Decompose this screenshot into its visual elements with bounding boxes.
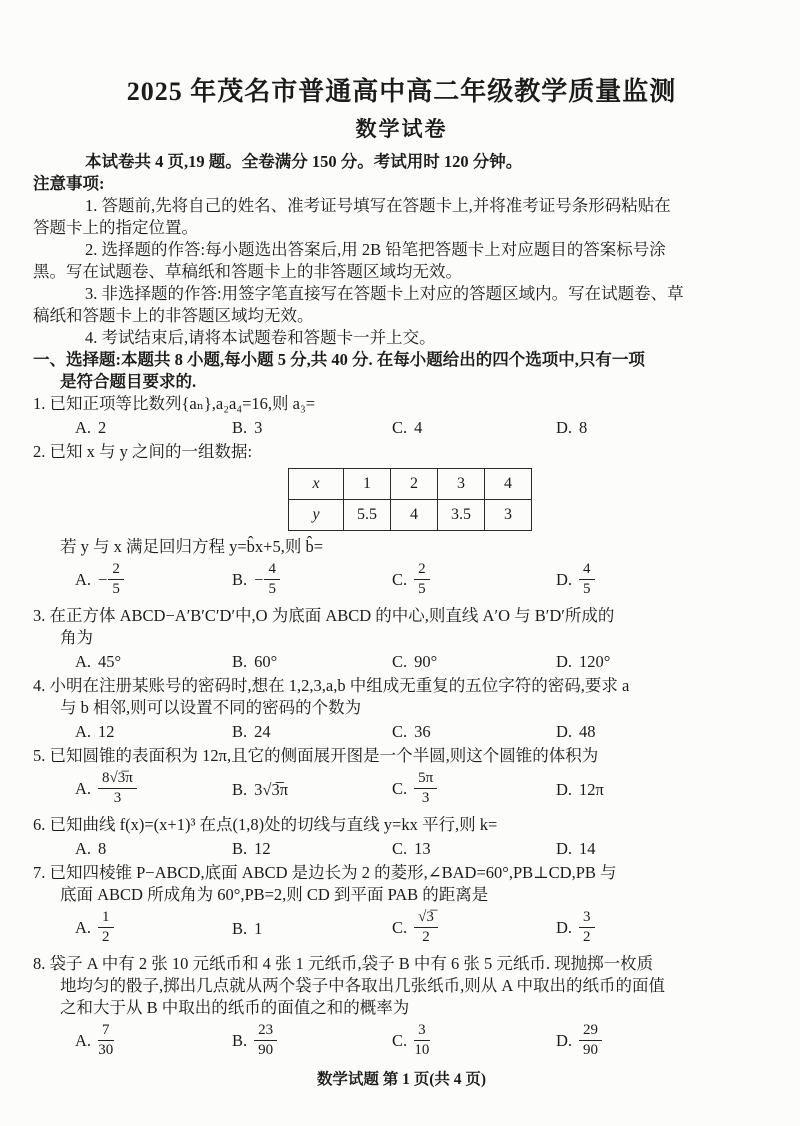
- fraction-denominator: 90: [258, 1041, 274, 1058]
- fraction-numerator: 29: [579, 1022, 602, 1041]
- option-c: [392, 722, 556, 742]
- option-label: C.: [392, 1030, 408, 1050]
- options-row: [33, 559, 770, 603]
- table-cell: 4: [485, 469, 532, 500]
- notice-line: 答题卡上的指定位置。: [33, 218, 198, 237]
- notice-line: 稿纸和答题卡上的非答题区域均无效。: [33, 306, 314, 325]
- table-cell: 3: [438, 469, 485, 500]
- options-row: [33, 837, 770, 860]
- option-a: [75, 418, 232, 438]
- option-value: 36: [414, 721, 431, 741]
- fraction-numerator: 2: [414, 561, 430, 580]
- option-label: B.: [232, 919, 248, 938]
- option-label: D.: [556, 721, 573, 741]
- option-d: [556, 722, 770, 742]
- option-value: 8: [98, 838, 107, 858]
- option-c: [392, 908, 556, 948]
- option-label: C.: [392, 778, 408, 798]
- table-cell: y: [289, 500, 344, 531]
- exam-info-line: 本试卷共 4 页,19 题。全卷满分 150 分。考试用时 120 分钟。: [85, 152, 523, 171]
- options-row: [33, 768, 770, 812]
- option-label: C.: [392, 721, 408, 741]
- question-2: [33, 441, 770, 603]
- fraction: [414, 909, 438, 946]
- fraction-denominator: 2: [583, 928, 591, 945]
- question-text: 底面 ABCD 所成角为 60°,PB=2,则 CD 到平面 PAB 的距离是: [60, 885, 489, 904]
- table-cell: 3: [485, 500, 532, 531]
- exam-subtitle: 数学试卷: [355, 117, 448, 141]
- option-value: 14: [579, 838, 596, 858]
- option-value: 3√3̅π: [254, 780, 289, 799]
- question-text: 8. 袋子 A 中有 2 张 10 元纸币和 4 张 1 元纸币,袋子 B 中有 6 张 5 元纸币. 现抛掷一枚质: [33, 954, 654, 973]
- option-value: 12: [254, 838, 271, 858]
- fraction-denominator: 5: [268, 580, 276, 597]
- q2-data-table: [288, 468, 532, 531]
- question-text: 3. 在正方体 ABCD−A′B′C′D′中,O 为底面 ABCD 的中心,则直线 A′O 与 B′D′所成的: [33, 606, 615, 625]
- option-label: D.: [556, 1030, 573, 1050]
- table-cell: 5.5: [344, 500, 391, 531]
- fraction: [254, 1022, 277, 1059]
- question-5: [33, 745, 770, 812]
- option-d: [556, 560, 770, 600]
- option-value: 12π: [579, 780, 604, 799]
- option-value: 60°: [254, 651, 278, 671]
- option-b: [232, 418, 392, 438]
- fraction: [108, 561, 124, 598]
- option-b: [232, 919, 392, 939]
- option-label: D.: [556, 569, 573, 589]
- section-choice-heading: [33, 349, 770, 393]
- option-label: B.: [232, 838, 248, 858]
- option-b: [232, 780, 392, 800]
- option-a: [75, 560, 232, 600]
- fraction-numerator: 23: [254, 1022, 277, 1041]
- question-8: [33, 953, 770, 1064]
- notice-line: 黑。写在试题卷、草稿纸和答题卡上的非答题区域均无效。: [33, 262, 462, 281]
- notice-line: 1. 答题前,先将自己的姓名、准考证号填写在答题卡上,并将准考证号条形码粘贴在: [85, 196, 671, 215]
- question-text: 地均匀的骰子,掷出几点就从两个袋子中各取出几张纸币,则从 A 中取出的纸币的面值: [60, 976, 666, 995]
- option-label: B.: [232, 417, 248, 437]
- fraction-denominator: 10: [414, 1041, 430, 1058]
- notice-section: [33, 173, 770, 349]
- fraction-numerator: 2: [108, 561, 124, 580]
- question-1: [33, 393, 770, 439]
- fraction: [98, 909, 114, 946]
- fraction-numerator: 4: [264, 561, 280, 580]
- option-d: [556, 418, 770, 438]
- fraction-numerator: 5π: [414, 770, 437, 789]
- fraction-denominator: 3: [421, 789, 430, 806]
- option-b: [232, 560, 392, 600]
- option-c: [392, 418, 556, 438]
- option-value: 4: [414, 417, 423, 437]
- fraction-denominator: 5: [418, 580, 426, 597]
- option-value: 13: [414, 838, 431, 858]
- question-text: 之和大于从 B 中取出的纸币的面值之和的概率为: [60, 998, 410, 1017]
- table-cell: 1: [344, 469, 391, 500]
- notice-heading: 注意事项:: [33, 174, 105, 193]
- option-label: D.: [556, 780, 573, 799]
- page-footer: 数学试题 第 1 页(共 4 页): [316, 1071, 487, 1088]
- option-value: 1: [254, 919, 263, 938]
- minus-sign: −: [98, 569, 108, 589]
- option-label: C.: [392, 417, 408, 437]
- question-6: [33, 814, 770, 860]
- option-label: A.: [75, 417, 92, 437]
- fraction-denominator: 30: [98, 1041, 114, 1058]
- exam-title: 2025 年茂名市普通高中高二年级教学质量监测: [126, 77, 677, 106]
- option-value: 90°: [414, 651, 438, 671]
- option-value: 3: [254, 417, 263, 437]
- option-value: 8: [579, 417, 588, 437]
- options-row: [33, 1020, 770, 1064]
- question-text: 2. 已知 x 与 y 之间的一组数据:: [33, 442, 253, 461]
- fraction-numerator: 4: [579, 561, 595, 580]
- option-c: [392, 1021, 556, 1061]
- option-value: 24: [254, 721, 271, 741]
- option-label: A.: [75, 917, 92, 937]
- fraction-numerator: 3: [579, 909, 595, 928]
- question-text: 若 y 与 x 满足回归方程 y=b̂x+5,则 b̂=: [60, 537, 324, 556]
- question-text: 角为: [60, 628, 93, 647]
- option-value: 48: [579, 721, 596, 741]
- option-label: D.: [556, 917, 573, 937]
- option-d: [556, 652, 770, 672]
- option-label: C.: [392, 838, 408, 858]
- option-label: A.: [75, 651, 92, 671]
- question-text: 1. 已知正项等比数列{aₙ},a₂a₄=16,则 a₃=: [33, 394, 316, 413]
- option-label: A.: [75, 778, 92, 798]
- option-d: [556, 780, 770, 800]
- fraction-numerator: 1: [98, 909, 114, 928]
- option-d: [556, 839, 770, 859]
- options-row: [33, 907, 770, 951]
- table-cell: 3.5: [438, 500, 485, 531]
- fraction-numerator: 8√3̅π: [98, 770, 137, 789]
- question-text: 5. 已知圆锥的表面积为 12π,且它的侧面展开图是一个半圆,则这个圆锥的体积为: [33, 746, 599, 765]
- fraction: [98, 770, 137, 807]
- fraction: [264, 561, 280, 598]
- option-a: [75, 769, 232, 809]
- question-text: 与 b 相邻,则可以设置不同的密码的个数为: [60, 698, 362, 717]
- table-cell: x: [289, 469, 344, 500]
- question-text: 4. 小明在注册某账号的密码时,想在 1,2,3,a,b 中组成无重复的五位字符的密码,要求 a: [33, 676, 630, 695]
- option-label: D.: [556, 651, 573, 671]
- fraction: [414, 561, 430, 598]
- option-label: A.: [75, 721, 92, 741]
- section-heading-line: 一、选择题:本题共 8 小题,每小题 5 分,共 40 分. 在每小题给出的四个选项中,只有一项: [33, 350, 645, 369]
- option-label: B.: [232, 721, 248, 741]
- option-label: A.: [75, 1030, 92, 1050]
- question-text: 6. 已知曲线 f(x)=(x+1)³ 在点(1,8)处的切线与直线 y=kx 平行,则 k=: [33, 815, 498, 834]
- fraction: [579, 561, 595, 598]
- option-c: [392, 839, 556, 859]
- fraction-numerator: 7: [98, 1022, 114, 1041]
- notice-line: 4. 考试结束后,请将本试题卷和答题卡一并上交。: [85, 328, 436, 347]
- fraction: [579, 1022, 602, 1059]
- table-row-y: [289, 500, 532, 531]
- option-value: 120°: [579, 651, 611, 671]
- question-text: 7. 已知四棱锥 P−ABCD,底面 ABCD 是边长为 2 的菱形,∠BAD=60°,PB⊥CD,PB 与: [33, 863, 617, 882]
- option-b: [232, 839, 392, 859]
- fraction-denominator: 3: [113, 789, 122, 806]
- options-row: [33, 416, 770, 439]
- option-value: 45°: [98, 651, 122, 671]
- option-label: A.: [75, 569, 92, 589]
- option-c: [392, 560, 556, 600]
- option-c: [392, 652, 556, 672]
- options-row: [33, 720, 770, 743]
- option-b: [232, 722, 392, 742]
- notice-line: 2. 选择题的作答:每小题选出答案后,用 2B 铅笔把答题卡上对应题目的答案标号涂: [85, 240, 666, 259]
- fraction-denominator: 2: [422, 928, 430, 945]
- option-label: D.: [556, 838, 573, 858]
- option-c: [392, 769, 556, 809]
- section-heading-line: 是符合题目要求的.: [60, 372, 197, 391]
- notice-line: 3. 非选择题的作答:用签字笔直接写在答题卡上对应的答题区域内。写在试题卷、草: [85, 284, 684, 303]
- fraction-denominator: 5: [583, 580, 591, 597]
- option-a: [75, 652, 232, 672]
- question-7: [33, 862, 770, 951]
- option-label: A.: [75, 838, 92, 858]
- fraction-denominator: 5: [112, 580, 120, 597]
- option-d: [556, 1021, 770, 1061]
- fraction-denominator: 2: [102, 928, 110, 945]
- option-value: 12: [98, 721, 115, 741]
- question-4: [33, 675, 770, 743]
- option-label: B.: [232, 651, 248, 671]
- option-label: C.: [392, 651, 408, 671]
- fraction-denominator: 90: [583, 1041, 599, 1058]
- option-value: 2: [98, 417, 107, 437]
- option-label: C.: [392, 917, 408, 937]
- table-row-x: [289, 469, 532, 500]
- option-label: B.: [232, 780, 248, 799]
- option-b: [232, 652, 392, 672]
- fraction: [579, 909, 595, 946]
- fraction: [414, 1022, 430, 1059]
- table-cell: 4: [391, 500, 438, 531]
- options-row: [33, 650, 770, 673]
- minus-sign: −: [254, 569, 264, 589]
- fraction: [414, 770, 437, 807]
- option-a: [75, 1021, 232, 1061]
- fraction-numerator: 3: [414, 1022, 430, 1041]
- option-d: [556, 908, 770, 948]
- option-label: B.: [232, 569, 248, 589]
- table-cell: 2: [391, 469, 438, 500]
- option-label: D.: [556, 417, 573, 437]
- option-label: C.: [392, 569, 408, 589]
- option-a: [75, 839, 232, 859]
- fraction: [98, 1022, 114, 1059]
- option-a: [75, 908, 232, 948]
- option-label: B.: [232, 1030, 248, 1050]
- fraction-numerator: √3̅: [414, 909, 438, 928]
- question-3: [33, 605, 770, 673]
- option-b: [232, 1021, 392, 1061]
- option-a: [75, 722, 232, 742]
